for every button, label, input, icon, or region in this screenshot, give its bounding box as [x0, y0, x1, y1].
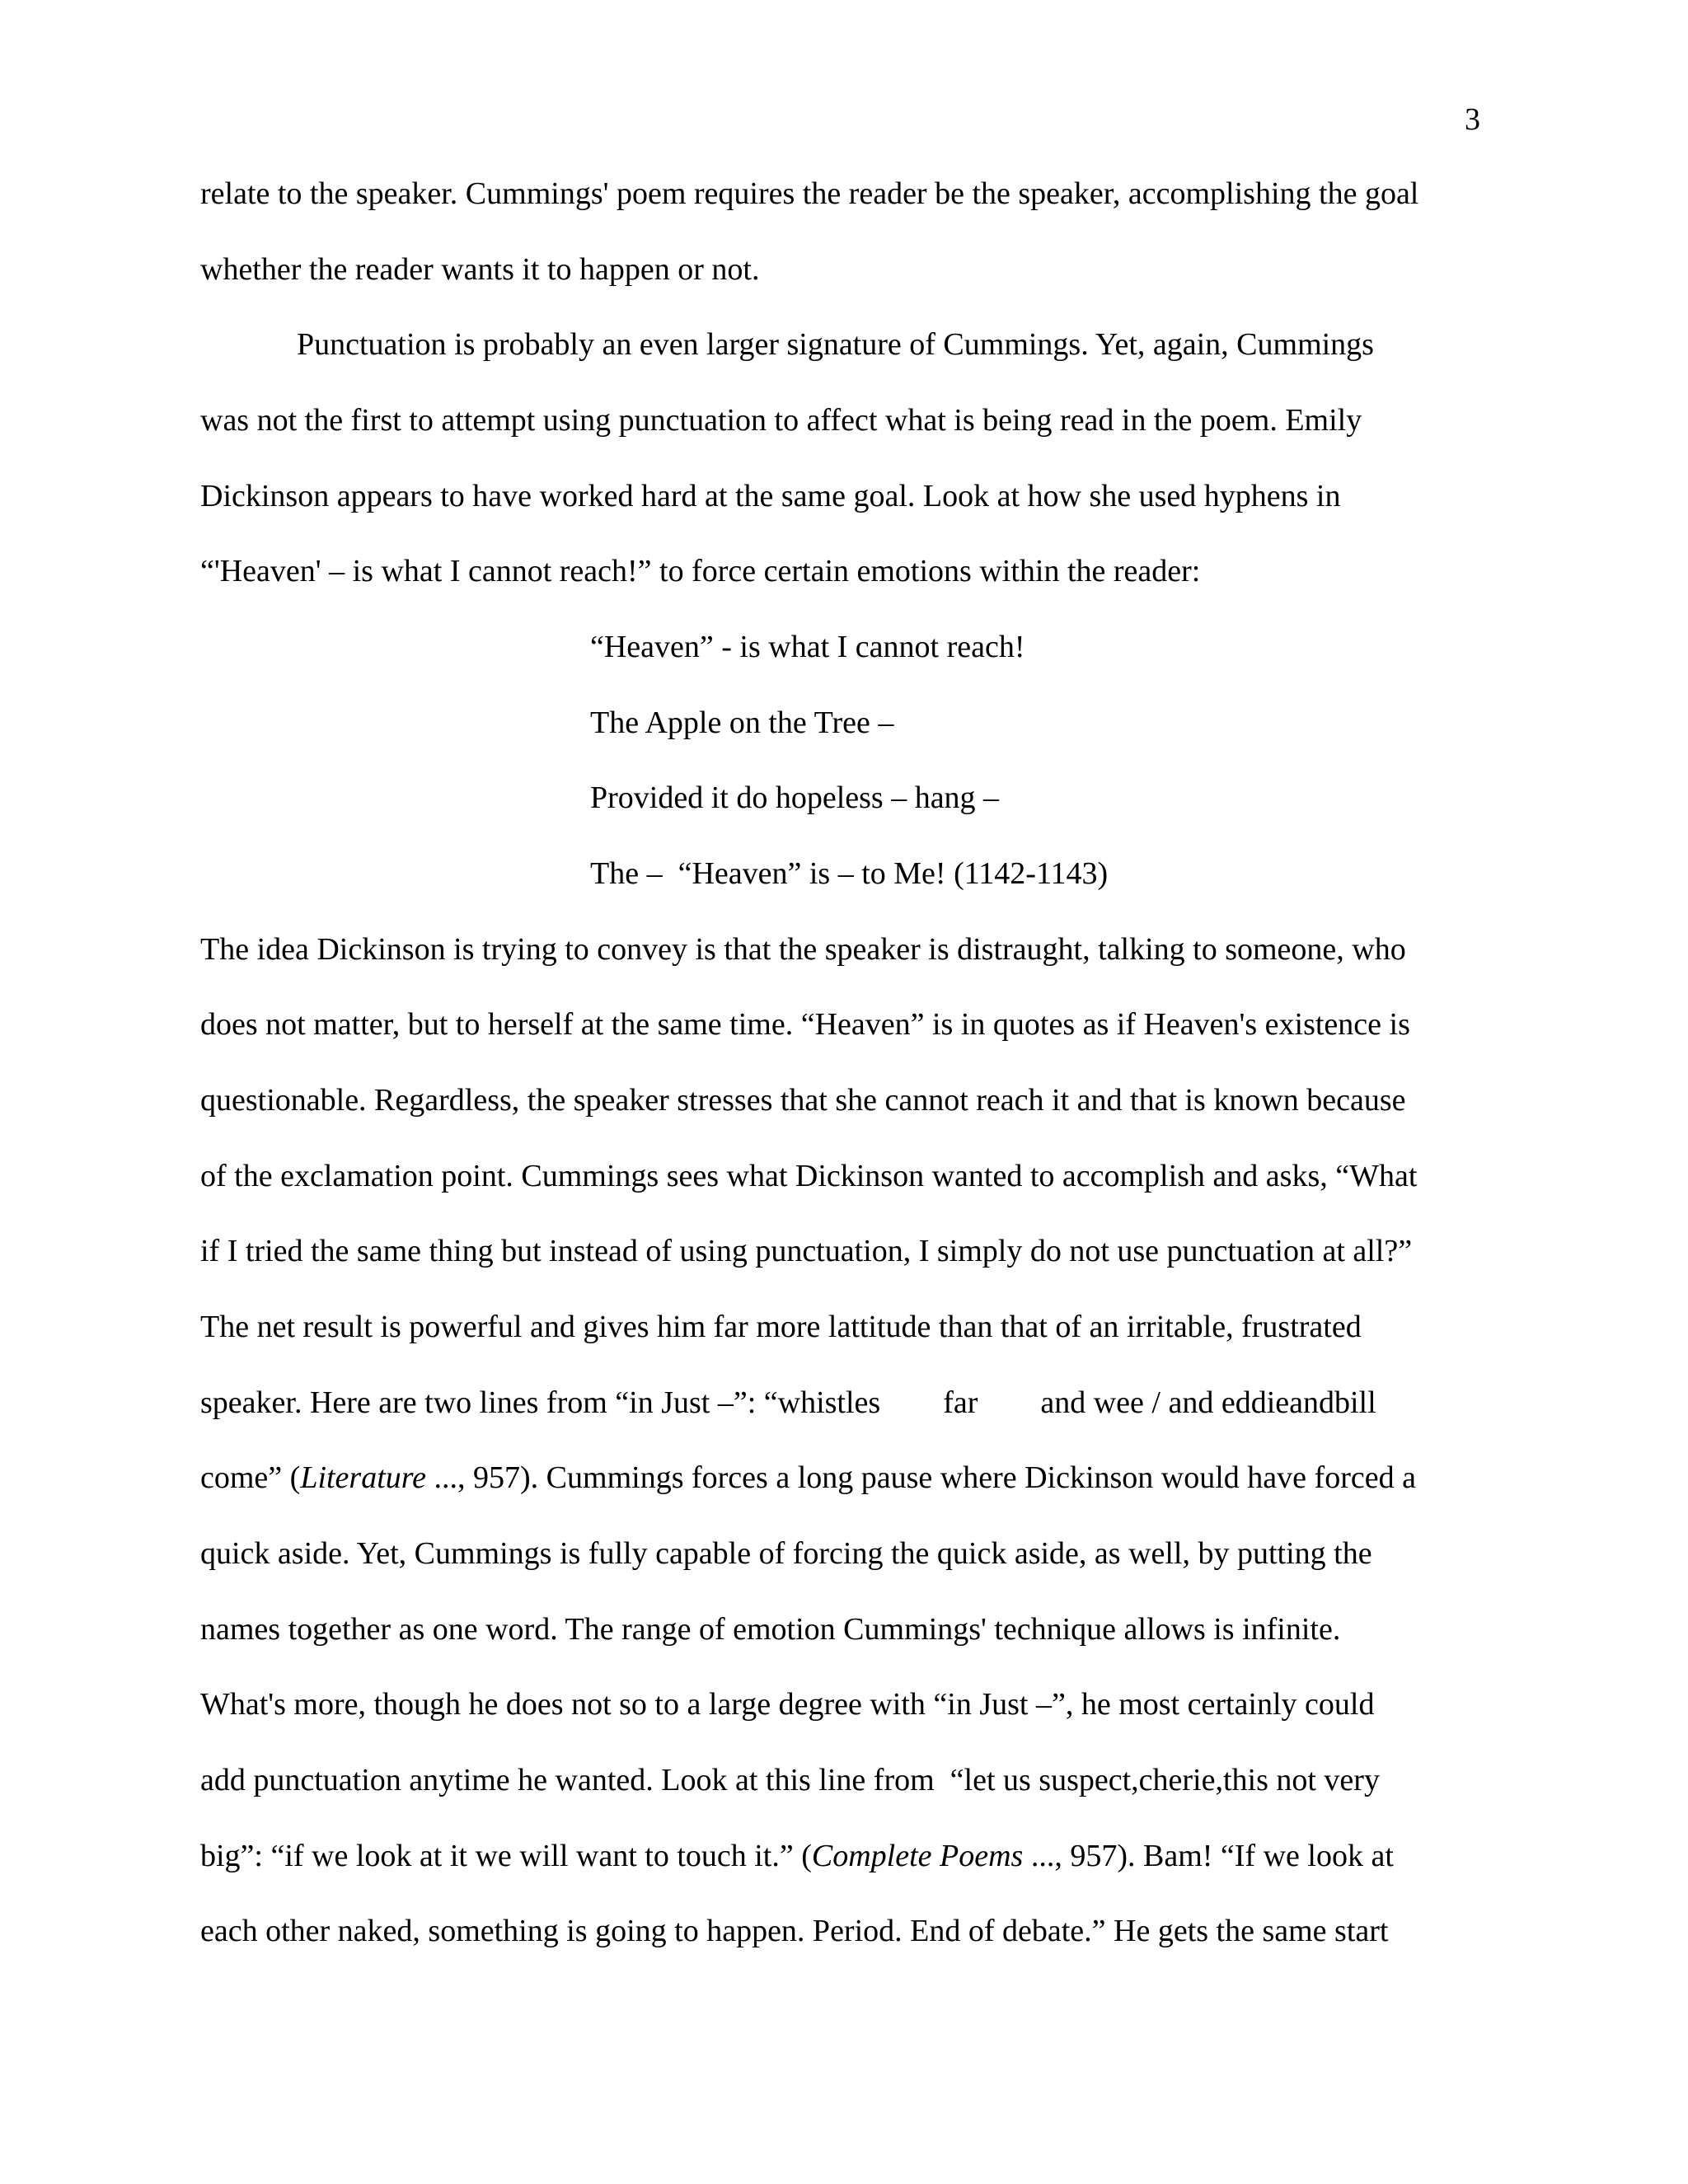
line-text: big”: “if we look at it we will want to touch it.” ( [200, 1839, 812, 1873]
body-line: add punctuation anytime he wanted. Look at this line from “let us suspect,cherie,this not very [200, 1763, 1380, 1797]
body-line: of the exclamation point. Cummings sees what Dickinson wanted to accomplish and asks, “What [200, 1159, 1418, 1193]
body-line [200, 1457, 1416, 1498]
body-line: was not the first to attempt using punctuation to affect what is being read in the poem. Emily [200, 403, 1362, 438]
body-line: The net result is powerful and gives him far more lattitude than that of an irritable, frustrated [200, 1310, 1362, 1344]
body-line: “'Heaven' – is what I cannot reach!” to force certain emotions within the reader: [200, 554, 1201, 588]
body-line: does not matter, but to herself at the same time. “Heaven” is in quotes as if Heaven's existence is [200, 1007, 1410, 1042]
body-line: questionable. Regardless, the speaker stresses that she cannot reach it and that is known because [200, 1083, 1406, 1118]
line-text: ..., 957). Bam! “If we look at [1023, 1839, 1394, 1873]
body-line: whether the reader wants it to happen or not. [200, 252, 760, 287]
line-text: come” ( [200, 1460, 301, 1495]
paragraph-first-line: Punctuation is probably an even larger signature of Cummings. Yet, again, Cummings [297, 327, 1374, 362]
citation-title: Literature [300, 1460, 427, 1495]
body-line: relate to the speaker. Cummings' poem requires the reader be the speaker, accomplishing the goal [200, 176, 1419, 211]
poem-quote-line: Provided it do hopeless – hang – [590, 780, 1000, 815]
body-line: if I tried the same thing but instead of using punctuation, I simply do not use punctuation at all?” [200, 1234, 1413, 1268]
body-line: The idea Dickinson is trying to convey is that the speaker is distraught, talking to someone, who [200, 932, 1406, 967]
body-line: speaker. Here are two lines from “in Just –”: “whistles far and wee / and eddieandbill [200, 1385, 1376, 1420]
poem-quote-line: “Heaven” - is what I cannot reach! [590, 630, 1025, 664]
body-line: What's more, though he does not so to a large degree with “in Just –”, he most certainly could [200, 1687, 1375, 1722]
poem-quote-line: The – “Heaven” is – to Me! (1142-1143) [590, 856, 1109, 891]
citation-title: Complete Poems [811, 1839, 1024, 1873]
poem-quote-line: The Apple on the Tree – [590, 705, 894, 740]
body-line: each other naked, something is going to happen. Period. End of debate.” He gets the same start [200, 1914, 1389, 1948]
body-line: names together as one word. The range of emotion Cummings' technique allows is infinite. [200, 1612, 1341, 1647]
page-number: 3 [1465, 102, 1480, 137]
body-line: Dickinson appears to have worked hard at the same goal. Look at how she used hyphens in [200, 479, 1341, 513]
body-line [200, 1835, 1394, 1877]
line-text: ..., 957). Cummings forces a long pause where Dickinson would have forced a [426, 1460, 1416, 1495]
body-line: quick aside. Yet, Cummings is fully capable of forcing the quick aside, as well, by putting the [200, 1536, 1372, 1571]
